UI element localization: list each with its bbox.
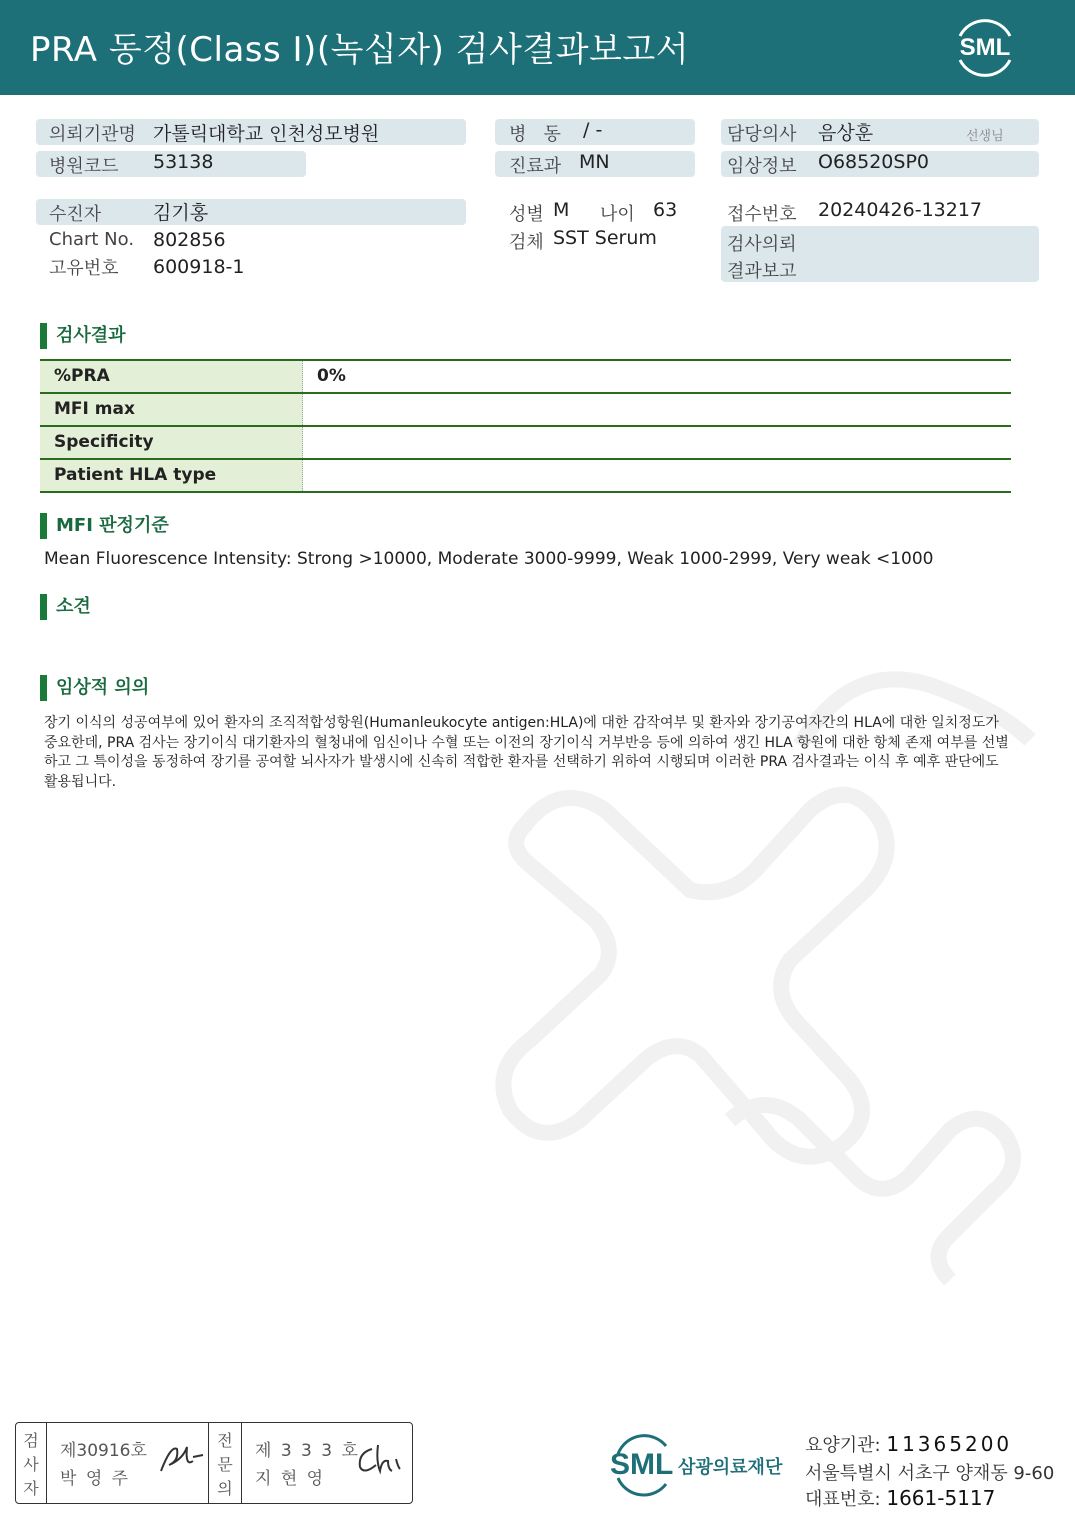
footer-org-name: 삼광의료재단 xyxy=(678,1457,783,1478)
result-value: 0% xyxy=(317,366,346,386)
unique-value: 600918-1 xyxy=(153,256,245,278)
clinical-info-label: 임상정보 xyxy=(727,156,797,177)
tester-label-char: 사 xyxy=(23,1455,39,1474)
sml-logo-icon xyxy=(952,16,1018,78)
department-value: MN xyxy=(579,151,610,173)
footer-phone-value: 1661-5117 xyxy=(886,1486,996,1510)
footer-yoyang-value: 11365200 xyxy=(886,1432,1013,1456)
specialist-number: 제 3 3 3 호 xyxy=(255,1441,360,1461)
institution-value: 가톨릭대학교 인천성모병원 xyxy=(153,123,380,145)
footer-yoyang-label: 요양기관: xyxy=(805,1435,881,1456)
hospital-code-value: 53138 xyxy=(153,151,214,173)
specialist-label-char: 문 xyxy=(217,1455,233,1474)
specialist-cell xyxy=(242,1423,410,1503)
result-key: Specificity xyxy=(40,427,303,458)
clinical-info-value: O68520SP0 xyxy=(818,151,930,173)
specialist-label-char: 의 xyxy=(217,1479,233,1498)
receipt-label: 접수번호 xyxy=(727,204,797,225)
tester-signature-icon xyxy=(157,1439,207,1479)
doctor-value: 음상훈 xyxy=(818,122,874,144)
institution-label: 의뢰기관명 xyxy=(49,124,136,145)
department-label: 진료과 xyxy=(509,156,562,177)
sex-label: 성별 xyxy=(509,204,544,225)
doctor-suffix: 선생님 xyxy=(966,129,1004,144)
clinical-section-title: 임상적 의의 xyxy=(40,675,149,701)
unique-label: 고유번호 xyxy=(49,258,119,279)
tester-label-cell xyxy=(16,1423,47,1503)
report-title: PRA 동정(Class I)(녹십자) 검사결과보고서 xyxy=(30,30,690,70)
footer-phone xyxy=(805,1485,995,1511)
result-key: Patient HLA type xyxy=(40,460,303,491)
result-key: %PRA xyxy=(40,361,303,392)
receipt-value: 20240426-13217 xyxy=(818,199,983,221)
footer-phone-label: 대표번호: xyxy=(805,1489,881,1510)
footer-address: 서울특별시 서초구 양재동 9-60 xyxy=(805,1463,1055,1484)
result-value xyxy=(303,427,1011,458)
request-label: 검사의뢰 xyxy=(727,234,797,255)
footer-org-logo xyxy=(610,1432,800,1498)
specialist-signature-icon xyxy=(354,1439,406,1479)
results-section-title: 검사결과 xyxy=(40,323,126,349)
tester-number: 제30916호 xyxy=(60,1441,147,1461)
signature-box xyxy=(15,1422,413,1504)
result-value xyxy=(303,394,1011,425)
specimen-value: SST Serum xyxy=(553,227,657,249)
patient-value: 김기홍 xyxy=(153,202,209,224)
ward-label: 병 동 xyxy=(509,124,561,145)
result-value xyxy=(303,460,1011,491)
tester-label-char: 자 xyxy=(23,1479,39,1498)
specimen-label: 검체 xyxy=(509,232,544,253)
patient-label: 수진자 xyxy=(49,204,102,225)
tester-name: 박 영 주 xyxy=(60,1469,131,1489)
opinion-section-title: 소견 xyxy=(40,594,91,620)
chart-value: 802856 xyxy=(153,229,226,251)
specialist-name: 지 현 영 xyxy=(255,1469,326,1489)
tester-cell xyxy=(47,1423,209,1503)
mfi-criteria-text: Mean Fluorescence Intensity: Strong >10000, Moderate 3000-9999, Weak 1000-2999, Very weak <1000 xyxy=(44,549,934,569)
age-value: 63 xyxy=(653,199,678,221)
age-label: 나이 xyxy=(600,204,635,225)
report-label: 결과보고 xyxy=(727,261,797,282)
results-table xyxy=(40,359,1011,493)
specialist-label-cell xyxy=(209,1423,242,1503)
chart-label: Chart No. xyxy=(49,229,135,250)
sex-value: M xyxy=(553,199,570,221)
doctor-label: 담당의사 xyxy=(727,124,797,145)
logo-text: SML xyxy=(959,34,1011,61)
clinical-significance-text: 장기 이식의 성공여부에 있어 환자의 조직적합성항원(Humanleukocyte antigen:HLA)에 대한 감작여부 및 환자와 장기공여자간의 HLA에 대한 일치정도가 중요한데, PRA 검사는 장기이식 대기환자의 혈청내에 임신이나 수혈 또는 이전의 장기이식 거부반응 등에 의하여 생긴 HLA 항원에 대한 항체 존재 여부를 선별하고 그 특이성을 동정하여 장기를 공여할 뇌사자가 발생시에 신속히 적합한 환자를 선택하기 위하여 시행되며 이러한 PRA 검사결과는 이식 후 예후 판단에도 활용됩니다. xyxy=(44,715,1009,790)
tester-label-char: 검 xyxy=(23,1431,39,1450)
table-row xyxy=(40,394,1011,427)
mfi-section-title: MFI 판정기준 xyxy=(40,513,169,539)
hospital-code-label: 병원코드 xyxy=(49,156,119,177)
specialist-label-char: 전 xyxy=(217,1431,233,1450)
ward-value: / - xyxy=(583,119,603,141)
table-row xyxy=(40,427,1011,460)
result-key: MFI max xyxy=(40,394,303,425)
report-header xyxy=(0,0,1075,95)
footer-logo-text: SML xyxy=(610,1448,674,1481)
footer-yoyang xyxy=(805,1431,1012,1457)
table-row xyxy=(40,460,1011,493)
table-row xyxy=(40,361,1011,394)
